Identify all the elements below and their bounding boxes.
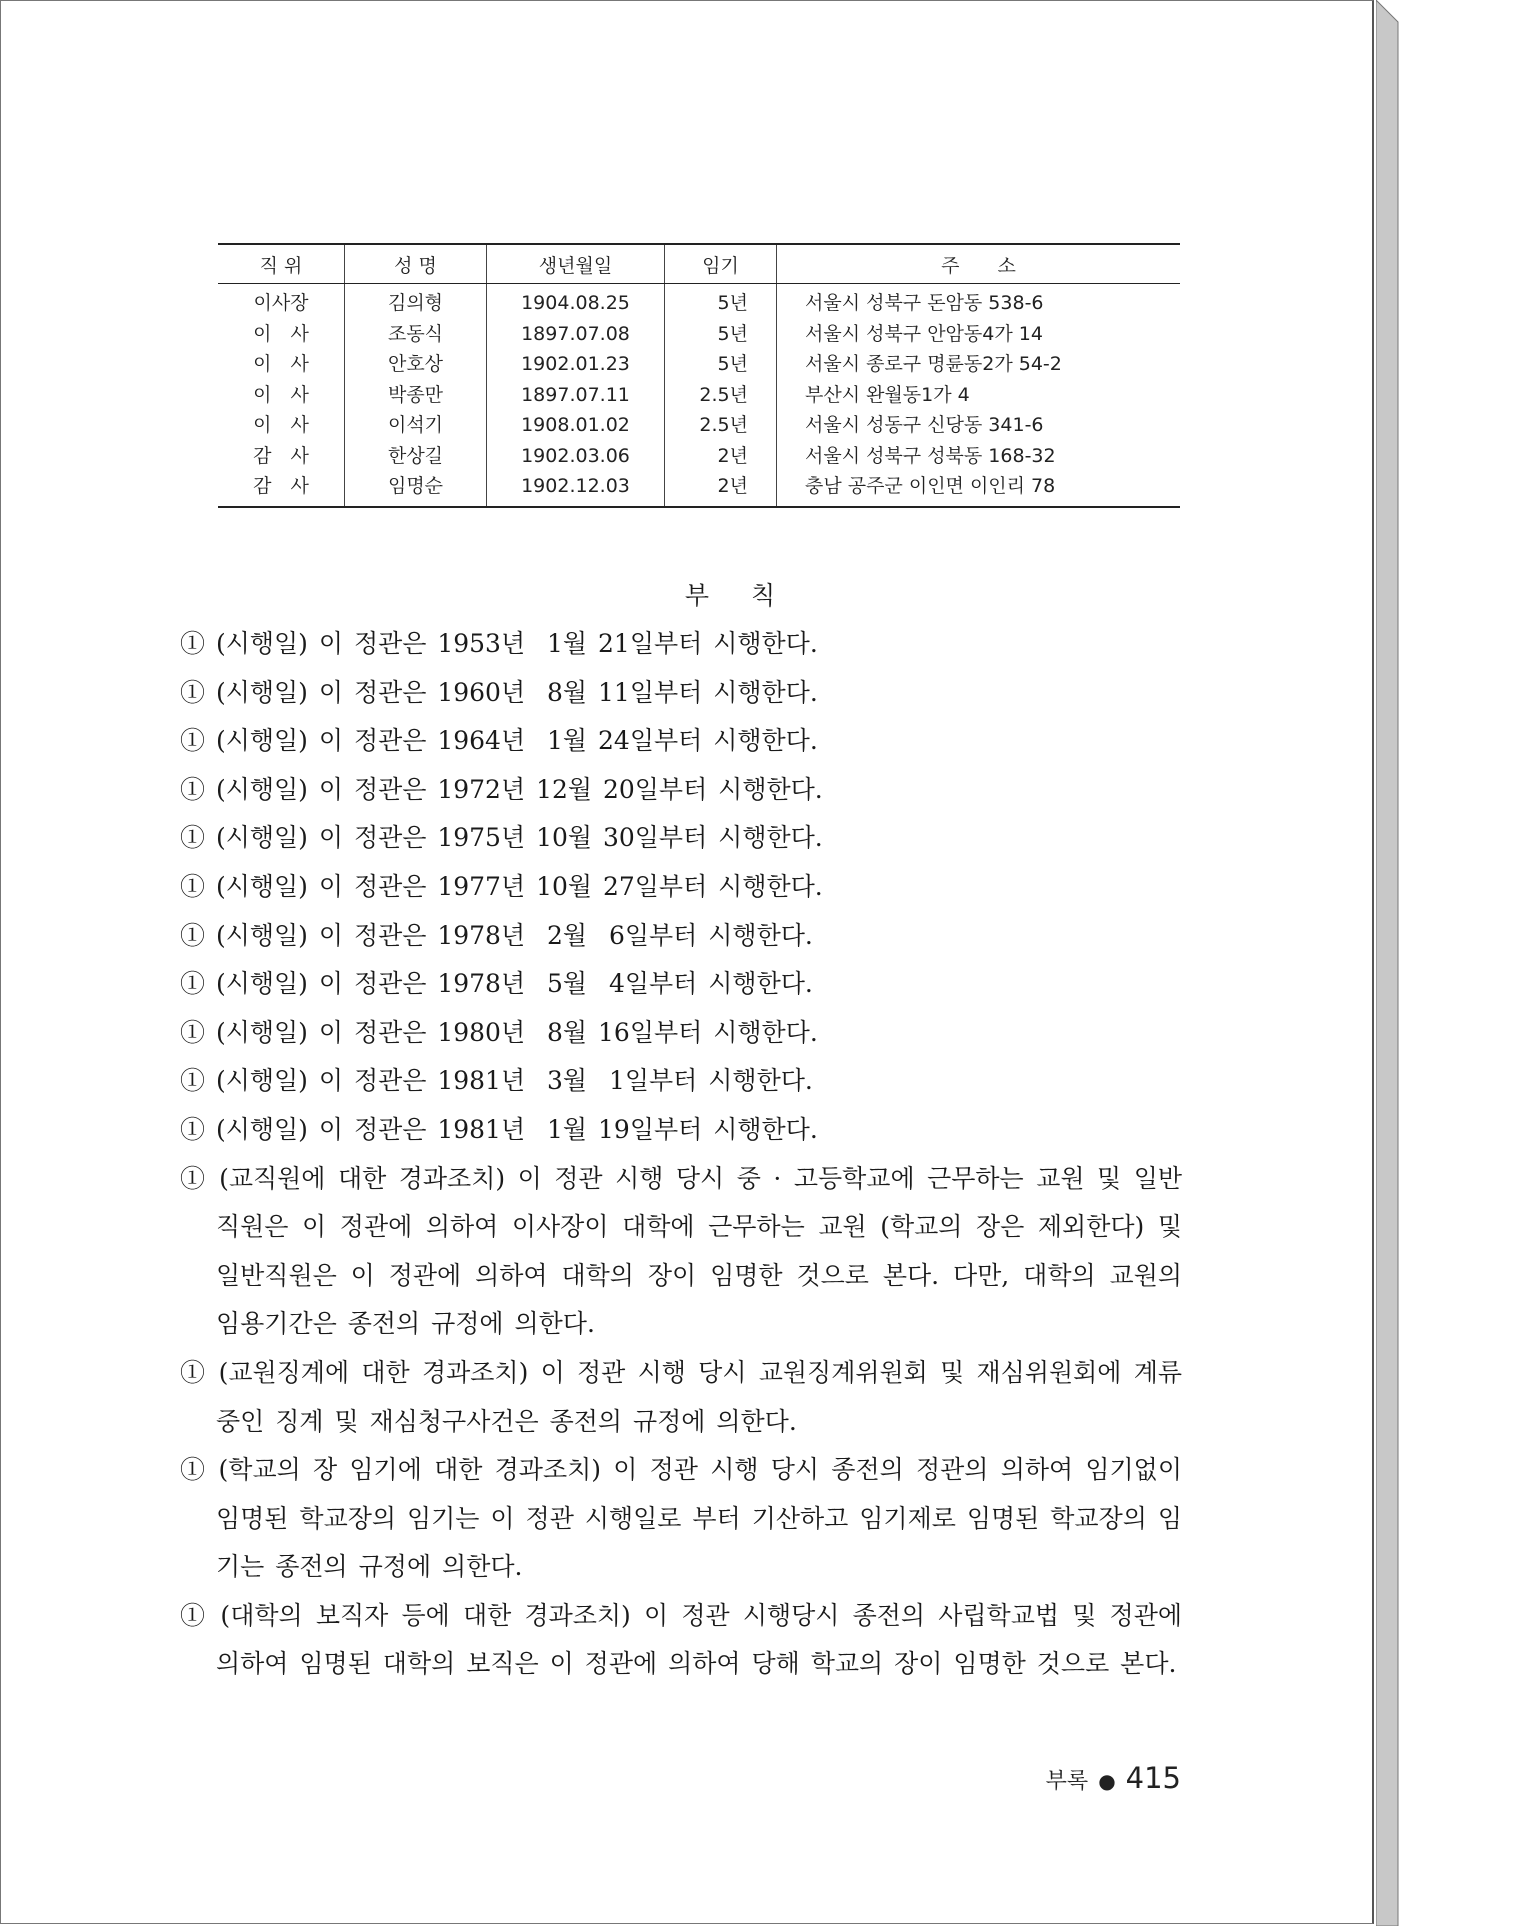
provision-item: ① (시행일) 이 정관은 1964년 1월 24일부터 시행한다. xyxy=(180,726,818,756)
cell-address: 서울시 성동구 신당동 341-6 xyxy=(777,410,1181,441)
provision-item: ① (시행일) 이 정관은 1981년 3월 1일부터 시행한다. xyxy=(180,1066,813,1096)
bullet-icon: ● xyxy=(1098,1769,1116,1793)
cell-address: 부산시 완월동1가 4 xyxy=(777,380,1181,411)
header-position: 직 위 xyxy=(218,244,345,284)
cell-name: 김의형 xyxy=(345,284,487,319)
table-row xyxy=(218,380,1180,411)
cell-birthdate: 1902.12.03 xyxy=(487,471,665,507)
table-row xyxy=(218,284,1180,319)
cell-name: 안호상 xyxy=(345,349,487,380)
cell-term: 2년 xyxy=(665,471,777,507)
cell-term: 2.5년 xyxy=(665,410,777,441)
cell-birthdate: 1908.01.02 xyxy=(487,410,665,441)
cell-name: 임명순 xyxy=(345,471,487,507)
provision-item: ① (시행일) 이 정관은 1960년 8월 11일부터 시행한다. xyxy=(180,677,818,707)
header-address: 주 소 xyxy=(777,244,1181,284)
provision-item: ① (시행일) 이 정관은 1953년 1월 21일부터 시행한다. xyxy=(180,629,818,658)
page-number: 415 xyxy=(1125,1761,1181,1795)
provision-item: ① (대학의 보직자 등에 대한 경과조치) 이 정관 시행당시 종전의 사립학교법 및 정관에 의하여 임명된 대학의 보직은 이 정관에 의하여 당해 학교의 장이 임명한 것으로 본다. xyxy=(180,1600,1182,1679)
provision-item: ① (시행일) 이 정관은 1975년 10월 30일부터 시행한다. xyxy=(180,823,823,853)
cell-address: 충남 공주군 이인면 이인리 78 xyxy=(777,471,1181,507)
cell-position: 이사장 xyxy=(253,292,309,315)
provision-item: ① (시행일) 이 정관은 1978년 2월 6일부터 시행한다. xyxy=(180,920,813,950)
cell-address: 서울시 성북구 돈암동 538-6 xyxy=(777,284,1181,319)
cell-name: 한상길 xyxy=(345,441,487,472)
table-row xyxy=(218,410,1180,441)
cell-position: 감 사 xyxy=(218,471,345,507)
provision-item: ① (시행일) 이 정관은 1980년 8월 16일부터 시행한다. xyxy=(180,1017,818,1047)
provision-item: ① (시행일) 이 정관은 1977년 10월 27일부터 시행한다. xyxy=(180,871,823,901)
cell-name: 박종만 xyxy=(345,380,487,411)
provision-item: ① (시행일) 이 정관은 1981년 1월 19일부터 시행한다. xyxy=(180,1114,818,1144)
cell-address: 서울시 종로구 명륜동2가 54-2 xyxy=(777,349,1181,380)
provisions-list xyxy=(180,620,1182,1689)
footer-label: 부록 xyxy=(1045,1769,1089,1794)
header-name: 성 명 xyxy=(345,244,487,284)
cell-birthdate: 1897.07.08 xyxy=(487,319,665,350)
table-header-row xyxy=(218,244,1180,284)
cell-name: 이석기 xyxy=(345,410,487,441)
cell-birthdate: 1902.03.06 xyxy=(487,441,665,472)
cell-term: 5년 xyxy=(665,349,777,380)
provision-item: ① (시행일) 이 정관은 1972년 12월 20일부터 시행한다. xyxy=(180,774,823,804)
table-row xyxy=(218,471,1180,507)
cell-address: 서울시 성북구 성북동 168-32 xyxy=(777,441,1181,472)
cell-birthdate: 1897.07.11 xyxy=(487,380,665,411)
header-birthdate: 생년월일 xyxy=(487,244,665,284)
page-footer xyxy=(1000,1761,1181,1795)
officers-table xyxy=(218,243,1180,508)
section-title: 부 칙 xyxy=(684,581,778,610)
table-row xyxy=(218,349,1180,380)
provision-item: ① (교원징계에 대한 경과조치) 이 정관 시행 당시 교원징계위원회 및 재심위원회에 계류중인 징계 및 재심청구사건은 종전의 규정에 의한다. xyxy=(180,1357,1182,1436)
provision-item: ① (학교의 장 임기에 대한 경과조치) 이 정관 시행 당시 종전의 정관의 의하여 임기없이 임명된 학교장의 임기는 이 정관 시행일로 부터 기산하고 임기제로 임명된 학교장의 임기는 종전의 규정에 의한다. xyxy=(180,1455,1182,1582)
cell-term: 2년 xyxy=(665,441,777,472)
header-term: 임기 xyxy=(665,244,777,284)
table-row xyxy=(218,319,1180,350)
cell-term: 5년 xyxy=(665,319,777,350)
cell-name: 조동식 xyxy=(345,319,487,350)
cell-position: 이 사 xyxy=(253,414,309,437)
provision-item: ① (교직원에 대한 경과조치) 이 정관 시행 당시 중 · 고등학교에 근무하는 교원 및 일반직원은 이 정관에 의하여 이사장이 대학에 근무하는 교원 (학교의 장은 제외한다) 및 일반직원은 이 정관에 의하여 대학의 장이 임명한 것으로 본다. 다만, 대학의 교원의 임용기간은 종전의 규정에 의한다. xyxy=(180,1163,1182,1339)
cell-term: 5년 xyxy=(665,284,777,319)
cell-address: 서울시 성북구 안암동4가 14 xyxy=(777,319,1181,350)
cell-term: 2.5년 xyxy=(665,380,777,411)
cell-birthdate: 1902.01.23 xyxy=(487,349,665,380)
cell-position: 이 사 xyxy=(253,383,309,406)
page-edge xyxy=(1376,0,1404,1926)
cell-position: 이 사 xyxy=(253,353,309,376)
provision-item: ① (시행일) 이 정관은 1978년 5월 4일부터 시행한다. xyxy=(180,969,813,999)
table-row xyxy=(218,441,1180,472)
cell-birthdate: 1904.08.25 xyxy=(487,284,665,319)
cell-position: 이 사 xyxy=(253,322,309,345)
cell-position: 감 사 xyxy=(253,444,309,467)
